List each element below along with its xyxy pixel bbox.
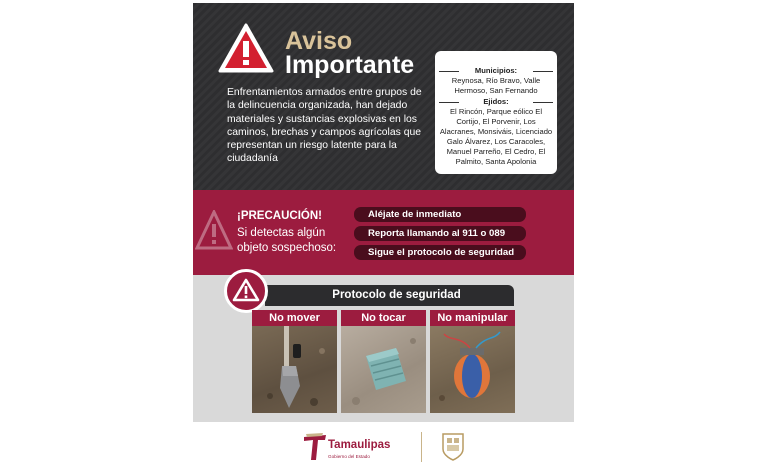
municipios-list: Reynosa, Río Bravo, Valle Hermoso, San Fernando <box>451 76 541 95</box>
protocol-title: Protocolo de seguridad <box>265 285 514 306</box>
caution-title: ¡PRECAUCIÓN! <box>237 210 322 222</box>
notice-poster <box>193 3 574 422</box>
card-no-manipular <box>430 310 515 413</box>
locations-box <box>435 51 557 174</box>
caution-band <box>193 190 574 275</box>
card-no-mover <box>252 310 337 413</box>
device-photo-icon <box>430 326 515 413</box>
protocol-panel <box>193 275 574 422</box>
title-importante: Importante <box>285 51 415 79</box>
title-aviso: Aviso <box>285 27 353 55</box>
state-seal-icon <box>441 431 465 461</box>
ejidos-list: El Rincón, Parque eólico El Cortijo, El Porvenir, Los Alacranes, Monsiváis, Licenciado Galo Álvarez, Los Caracoles, Manuel Parreño, El Cedro, El Palmito, Santa Apolonia <box>439 107 553 166</box>
card-label: No mover <box>252 310 337 326</box>
step-pill: Reporta llamando al 911 o 089 <box>354 226 526 241</box>
ejidos-label: Ejidos: <box>435 97 557 107</box>
brand-name: Tamaulipas <box>328 439 391 451</box>
footer-divider <box>421 432 422 462</box>
step-pill: Sigue el protocolo de seguridad <box>354 245 526 260</box>
brand-subtitle: Gobierno del Estado <box>328 454 370 459</box>
caution-subtitle: Si detectas algún objeto sospechoso: <box>237 227 337 254</box>
box-photo-icon <box>341 326 426 413</box>
tamaulipas-logo-icon <box>303 431 327 461</box>
card-label: No manipular <box>430 310 515 326</box>
warning-triangle-icon <box>218 23 274 73</box>
municipios-label: Municipios: <box>435 66 557 76</box>
top-panel <box>193 3 574 190</box>
warning-triangle-faded-icon <box>195 210 233 250</box>
shovel-photo-icon <box>252 326 337 413</box>
card-label: No tocar <box>341 310 426 326</box>
card-no-tocar <box>341 310 426 413</box>
step-pill: Aléjate de inmediato <box>354 207 526 222</box>
warning-circle-icon <box>224 269 268 313</box>
intro-text: Enfrentamientos armados entre grupos de la delincuencia organizada, han dejado materiales y sustancias explosivas en los caminos, brechas y campos agrícolas que representan un riesgo latente para la ciudadanía <box>227 87 422 165</box>
